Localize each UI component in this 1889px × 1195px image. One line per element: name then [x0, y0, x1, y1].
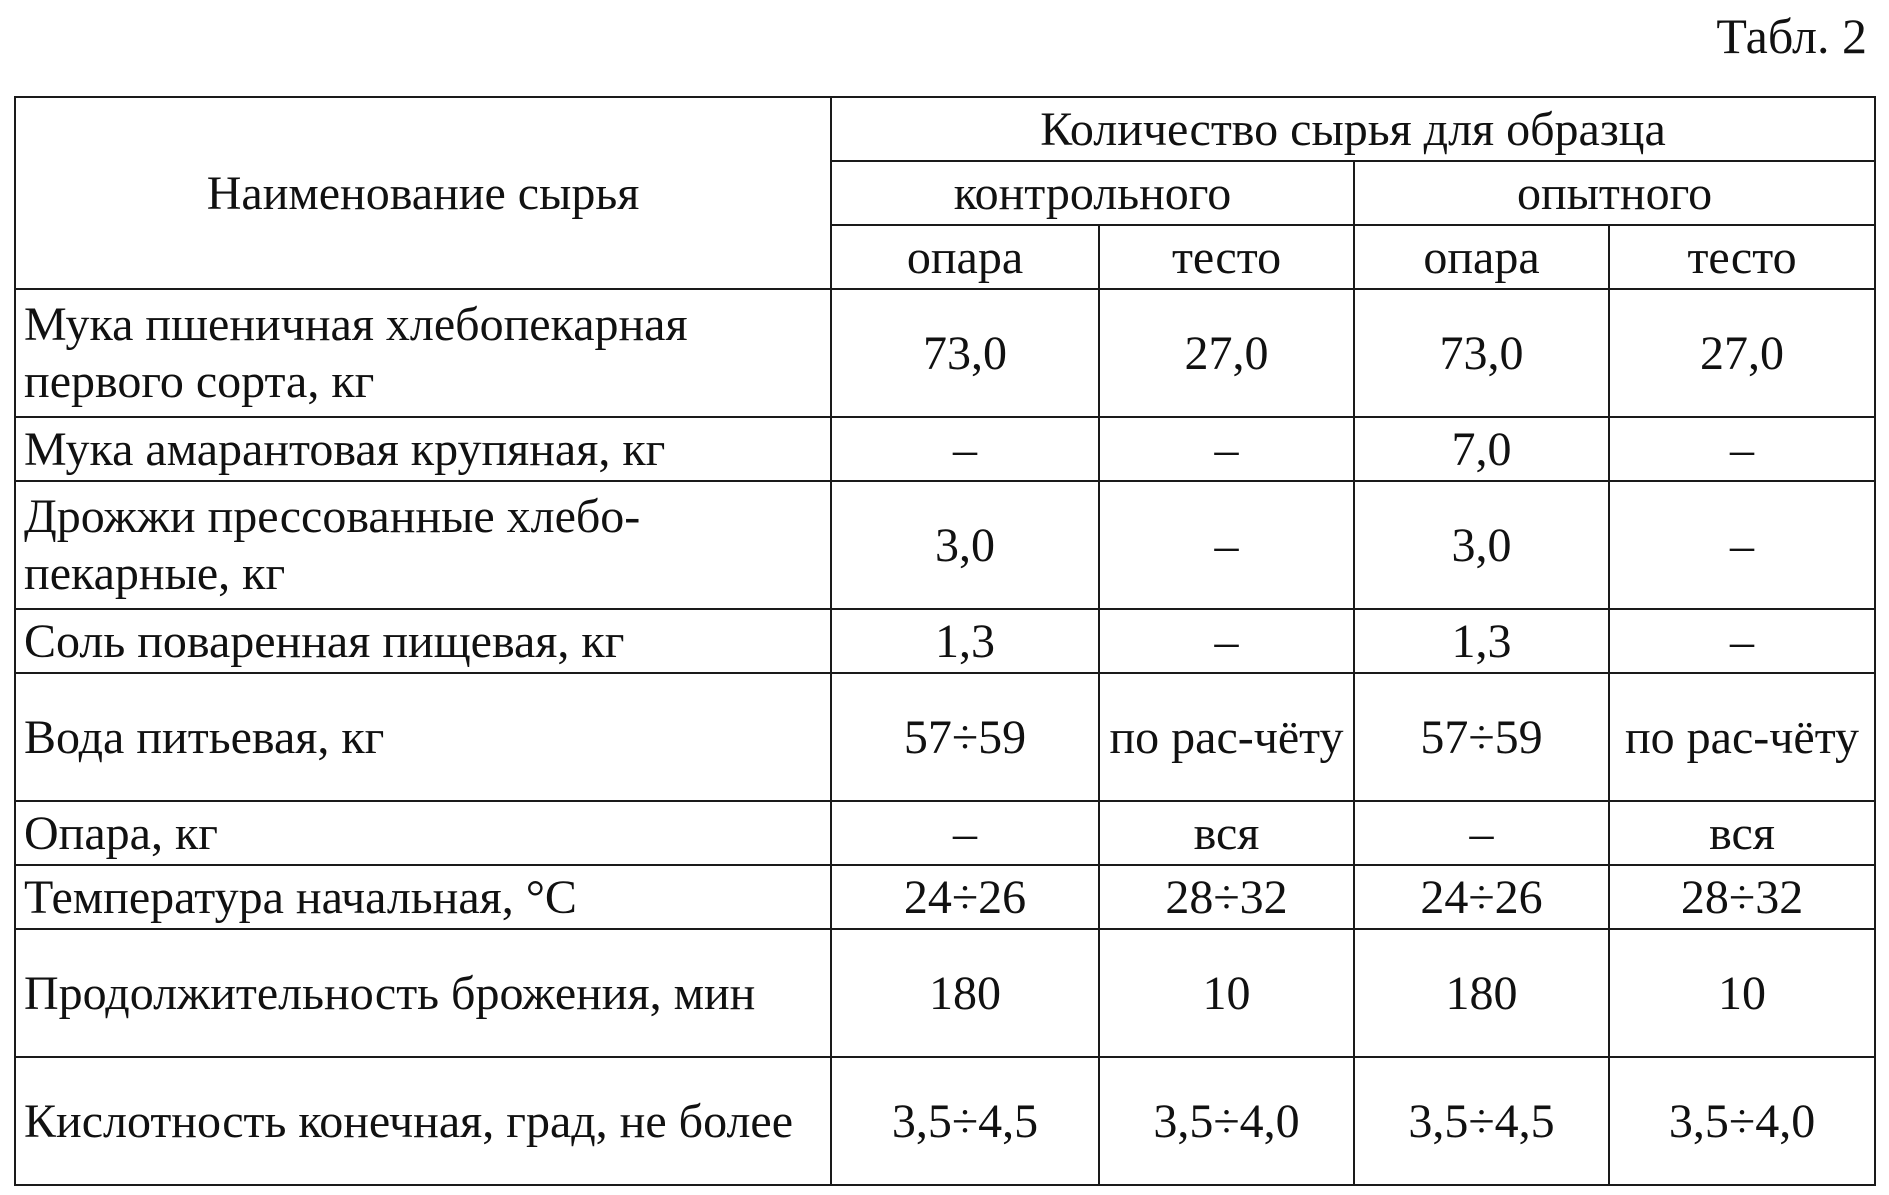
header-stage-sponge: опара	[831, 225, 1099, 289]
cell-value: вся	[1099, 801, 1354, 865]
header-sample-experimental: опытного	[1354, 161, 1875, 225]
row-name: Кислотность конечная, град, не более	[15, 1057, 831, 1185]
table-label: Табл. 2	[1716, 8, 1867, 64]
cell-value: 10	[1099, 929, 1354, 1057]
cell-value: 3,0	[1354, 481, 1609, 609]
row-name: Дрожжи прессованные хлебо-пекарные, кг	[15, 481, 831, 609]
cell-value: –	[1354, 801, 1609, 865]
cell-value: –	[831, 801, 1099, 865]
table-row	[15, 865, 1875, 929]
cell-value: 73,0	[831, 289, 1099, 417]
cell-value: 3,5÷4,0	[1609, 1057, 1875, 1185]
cell-value: –	[1099, 609, 1354, 673]
cell-value: 3,5÷4,5	[831, 1057, 1099, 1185]
cell-value: 3,5÷4,5	[1354, 1057, 1609, 1185]
table-row	[15, 481, 1875, 609]
cell-value: –	[1099, 417, 1354, 481]
raw-materials-table	[14, 96, 1876, 1186]
cell-value: 3,5÷4,0	[1099, 1057, 1354, 1185]
header-stage-sponge: опара	[1354, 225, 1609, 289]
table-row	[15, 609, 1875, 673]
cell-value: 24÷26	[1354, 865, 1609, 929]
header-stage-dough: тесто	[1609, 225, 1875, 289]
header-row-1	[15, 97, 1875, 161]
cell-value: 3,0	[831, 481, 1099, 609]
row-name: Соль поваренная пищевая, кг	[15, 609, 831, 673]
header-quantity-group: Количество сырья для образца	[831, 97, 1875, 161]
cell-value: 57÷59	[1354, 673, 1609, 801]
row-name: Мука пшеничная хлебопекарная первого сорта, кг	[15, 289, 831, 417]
cell-value: 1,3	[1354, 609, 1609, 673]
cell-value: –	[1099, 481, 1354, 609]
cell-value: 180	[1354, 929, 1609, 1057]
cell-value: –	[1609, 609, 1875, 673]
table-row	[15, 1057, 1875, 1185]
cell-value: по рас-чёту	[1609, 673, 1875, 801]
cell-value: 27,0	[1609, 289, 1875, 417]
table-row	[15, 673, 1875, 801]
row-name: Вода питьевая, кг	[15, 673, 831, 801]
header-raw-material-name: Наименование сырья	[15, 97, 831, 289]
cell-value: –	[1609, 481, 1875, 609]
row-name: Температура начальная, °С	[15, 865, 831, 929]
cell-value: 57÷59	[831, 673, 1099, 801]
table-row	[15, 289, 1875, 417]
cell-value: вся	[1609, 801, 1875, 865]
table-row	[15, 417, 1875, 481]
cell-value: 1,3	[831, 609, 1099, 673]
cell-value: 180	[831, 929, 1099, 1057]
header-stage-dough: тесто	[1099, 225, 1354, 289]
cell-value: 28÷32	[1099, 865, 1354, 929]
table-row	[15, 801, 1875, 865]
cell-value: по рас-чёту	[1099, 673, 1354, 801]
cell-value: 27,0	[1099, 289, 1354, 417]
cell-value: 24÷26	[831, 865, 1099, 929]
table-row	[15, 929, 1875, 1057]
cell-value: –	[831, 417, 1099, 481]
header-sample-control: контрольного	[831, 161, 1354, 225]
row-name: Мука амарантовая крупяная, кг	[15, 417, 831, 481]
cell-value: 7,0	[1354, 417, 1609, 481]
cell-value: 10	[1609, 929, 1875, 1057]
row-name: Опара, кг	[15, 801, 831, 865]
cell-value: 28÷32	[1609, 865, 1875, 929]
cell-value: 73,0	[1354, 289, 1609, 417]
row-name: Продолжительность брожения, мин	[15, 929, 831, 1057]
cell-value: –	[1609, 417, 1875, 481]
